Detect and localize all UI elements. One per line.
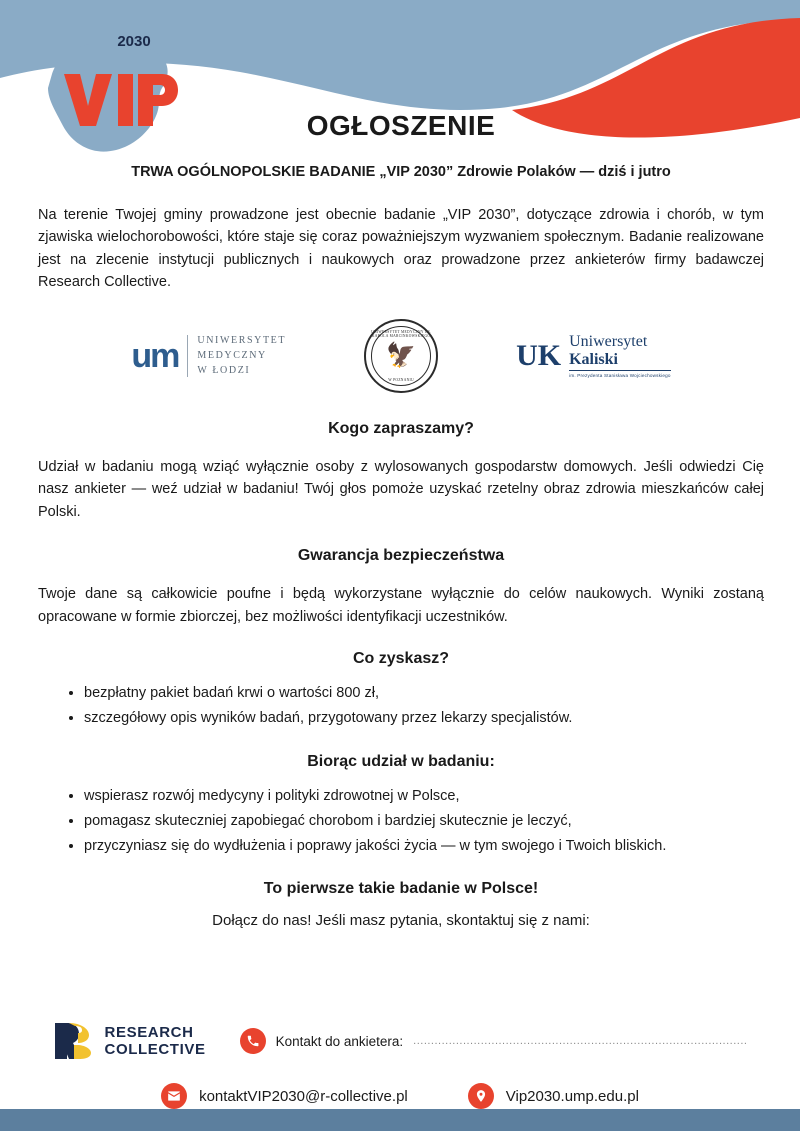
list-item: • przyczyniasz się do wydłużenia i poprawy jakości życia — w tym swojego i Twoich bliskich. <box>84 835 764 858</box>
partner-logo-ump-poznan <box>364 319 438 393</box>
partner-logo-uniwersytet-kaliski <box>516 333 671 378</box>
partner-logos <box>38 316 764 396</box>
section-text-security: Twoje dane są całkowicie poufne i będą wykorzystane wyłącznie do celów naukowych. Wyniki zostaną opracowane w formie zbiorczej, bez możliwości identyfikacji uczestników. <box>38 586 764 625</box>
footer-website[interactable] <box>468 1083 639 1109</box>
footer-website-text: Vip2030.ump.edu.pl <box>505 1087 639 1105</box>
bottom-color-bar <box>0 1109 800 1131</box>
svg-text:2030: 2030 <box>117 33 151 50</box>
footer <box>0 1021 800 1109</box>
um-wordmark: um <box>131 336 179 375</box>
uk-wordmark: UK <box>516 338 562 372</box>
um-line-1: UNIWERSYTET <box>197 335 287 347</box>
list-item: • wspierasz rozwój medycyny i polityki zdrowotnej w Polsce, <box>84 785 764 808</box>
list-item: • szczegółowy opis wyników badań, przygotowany przez lekarzy specjalistów. <box>84 707 764 730</box>
benefits-list <box>38 682 764 730</box>
footer-row-links <box>0 1083 800 1109</box>
section-heading-benefits: Co zyskasz? <box>352 650 450 668</box>
page-subtitle: TRWA OGÓLNOPOLSKIE BADANIE „VIP 2030” Zdrowie Polaków — dziś i jutro <box>131 164 671 180</box>
rc-line-2: COLLECTIVE <box>104 1041 206 1058</box>
seal-bottom-text: W POZNANIU <box>388 377 414 382</box>
surveyor-contact-label: Kontakt do ankietera: <box>275 1033 404 1049</box>
page-title: OGŁOSZENIE <box>306 110 496 141</box>
participation-list <box>38 785 764 859</box>
uk-line-3: im. Prezydenta Stanisława Wojciechowskiego <box>569 370 671 378</box>
uk-line-2: Kaliski <box>569 350 618 368</box>
section-heading-participation: Biorąc udział w badaniu: <box>307 752 495 770</box>
section-text-invitation: Udział w badaniu mogą wziąć wyłącznie osoby z wylosowanych gospodarstw domowych. Jeśli odwiedzi Cię nasz ankieter — weź udział w badaniu! Twój głos pomoże uzyskać rzetelny obraz zdrowia mieszkańców całej Polski. <box>38 458 764 520</box>
university-seal-icon <box>364 319 438 393</box>
list-item: • bezpłatny pakiet badań krwi o wartości 800 zł, <box>84 682 764 705</box>
research-collective-logo <box>53 1021 206 1061</box>
location-pin-icon <box>468 1083 494 1109</box>
email-icon <box>161 1083 187 1109</box>
logo-divider <box>187 335 188 377</box>
phone-icon <box>240 1028 266 1054</box>
eagle-emblem-icon: 🦅 <box>386 341 417 369</box>
uk-line-1: Uniwersytet <box>569 333 648 351</box>
um-line-3: W ŁODZI <box>197 365 251 377</box>
closing-heading: To pierwsze takie badanie w Polsce! <box>263 880 539 898</box>
surveyor-contact-value: .............................................................................................. <box>413 1035 748 1047</box>
research-collective-mark-icon <box>53 1021 95 1061</box>
rc-line-1: RESEARCH <box>104 1023 194 1041</box>
footer-email-text: kontaktVIP2030@r-collective.pl <box>199 1087 408 1105</box>
poster-content <box>38 110 764 929</box>
intro-paragraph: Na terenie Twojej gminy prowadzone jest obecnie badanie „VIP 2030”, dotyczące zdrowia i chorób, w tym zjawiska wielochorobowości, które staje się coraz poważniejszym wyzwaniem społecznym. Badanie realizowane jest na zlecenie instytucji publicznych i naukowych oraz prowadzone przez ankieterów firmy badawczej Research Collective. <box>38 207 764 291</box>
partner-logo-um-lodz <box>131 333 286 378</box>
seal-top-text: UNIWERSYTET MEDYCZNY IM. KAROLA MARCINKOWSKIEGO <box>371 329 432 338</box>
footer-email[interactable] <box>161 1083 408 1109</box>
closing-text: Dołącz do nas! Jeśli masz pytania, skontaktuj się z nami: <box>212 912 590 930</box>
surveyor-contact <box>240 1028 748 1054</box>
section-heading-security: Gwarancja bezpieczeństwa <box>297 547 505 565</box>
um-line-2: MEDYCZNY <box>197 350 267 362</box>
list-item: • pomagasz skuteczniej zapobiegać chorobom i bardziej skutecznie je leczyć, <box>84 810 764 833</box>
footer-row-contact <box>0 1021 800 1061</box>
section-heading-invitation: Kogo zapraszamy? <box>328 419 474 437</box>
